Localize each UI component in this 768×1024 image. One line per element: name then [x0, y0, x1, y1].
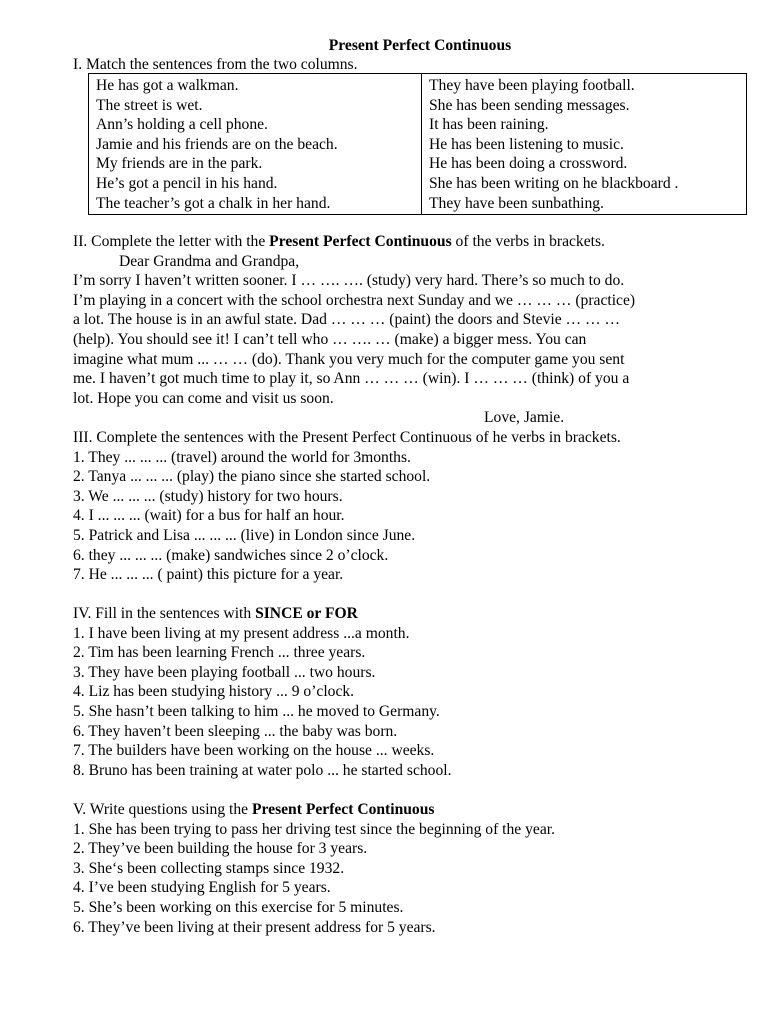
- letter-line: lot. Hope you can come and visit us soon.: [73, 389, 334, 407]
- heading-text: II. Complete the letter with the: [73, 233, 270, 250]
- right-sentence: She has been writing on he blackboard .: [429, 174, 679, 192]
- letter-line: a lot. The house is in an awful state. Dad … … … (paint) the doors and Stevie … … …: [73, 311, 621, 329]
- heading-text: IV. Fill in the sentences with: [73, 605, 256, 622]
- exercise-item: 6. they ... ... ... (make) sandwiches since 2 o’clock.: [73, 546, 389, 564]
- exercise-item: 5. She hasn’t been talking to him ... he moved to Germany.: [73, 702, 440, 720]
- exercise-item: 2. Tanya ... ... ... (play) the piano since she started school.: [73, 468, 431, 486]
- exercise-item: 4. I ... ... ... (wait) for a bus for half an hour.: [73, 507, 345, 525]
- exercise-item: 2. Tim has been learning French ... three years.: [73, 644, 366, 662]
- section-3-heading: III. Complete the sentences with the Present Perfect Continuous of he verbs in brackets.: [73, 429, 621, 446]
- letter-line: imagine what mum ... … … (do). Thank you very much for the computer game you sent: [73, 350, 625, 368]
- exercise-item: 6. They haven’t been sleeping ... the baby was born.: [73, 722, 398, 740]
- right-sentence: He has been listening to music.: [429, 135, 624, 153]
- exercise-item: 3. She‘s been collecting stamps since 1932.: [73, 859, 345, 877]
- exercise-item: 5. She’s been working on this exercise for 5 minutes.: [73, 898, 404, 916]
- exercise-item: 3. They have been playing football ... two hours.: [73, 663, 376, 681]
- section-2-heading: [73, 232, 745, 252]
- matching-table: [88, 73, 747, 215]
- left-sentence: My friends are in the park.: [96, 155, 263, 173]
- section-3: [73, 428, 745, 585]
- exercise-item: 4. Liz has been studying history ... 9 o’clock.: [73, 683, 355, 701]
- left-sentence: He has got a walkman.: [96, 77, 239, 94]
- section-5: [73, 800, 745, 937]
- right-sentence: It has been raining.: [429, 116, 549, 134]
- left-column: [89, 74, 422, 215]
- heading-bold-text: SINCE or FOR: [255, 605, 358, 622]
- exercise-item: 4. I’ve been studying English for 5 years.: [73, 879, 331, 897]
- heading-text: of the verbs in brackets.: [451, 233, 605, 250]
- letter-line: I’m sorry I haven’t written sooner. I … …. …. (study) very hard. There’s so much to do.: [73, 272, 625, 290]
- left-sentence: Ann’s holding a cell phone.: [96, 116, 268, 134]
- exercise-item: 6. They’ve been living at their present address for 5 years.: [73, 918, 436, 936]
- heading-text: V. Write questions using the: [73, 801, 252, 818]
- heading-bold-text: Present Perfect Continuous: [269, 233, 452, 250]
- letter-line: me. I haven’t got much time to play it, so Ann … … … (win). I … … … (think) of you a: [73, 370, 630, 388]
- right-sentence: They have been sunbathing.: [429, 194, 604, 212]
- exercise-item: 8. Bruno has been training at water polo ... he started school.: [73, 761, 452, 779]
- exercise-item: 1. They ... ... ... (travel) around the world for 3months.: [73, 448, 411, 466]
- exercise-item: 1. She has been trying to pass her driving test since the beginning of the year.: [73, 820, 555, 838]
- letter-line: I’m playing in a concert with the school orchestra next Sunday and we … … … (practice): [73, 291, 636, 309]
- section-4-heading: [73, 604, 745, 624]
- section-5-heading: [73, 800, 745, 820]
- exercise-item: 2. They’ve been building the house for 3 years.: [73, 840, 368, 858]
- section-2: [73, 232, 745, 428]
- section-4: [73, 604, 745, 780]
- page-title: Present Perfect Continuous: [328, 37, 512, 54]
- left-sentence: The teacher’s got a chalk in her hand.: [96, 194, 331, 212]
- exercise-item: 1. I have been living at my present address ...a month.: [73, 624, 410, 642]
- left-sentence: The street is wet.: [96, 96, 203, 114]
- exercise-item: 5. Patrick and Lisa ... ... ... (live) in London since June.: [73, 526, 416, 544]
- heading-bold-text: Present Perfect Continuous: [251, 801, 435, 818]
- letter-greeting: Dear Grandma and Grandpa,: [119, 252, 300, 270]
- exercise-item: 7. The builders have been working on the house ... weeks.: [73, 742, 435, 760]
- exercise-item: 3. We ... ... ... (study) history for two hours.: [73, 487, 343, 505]
- left-sentence: He’s got a pencil in his hand.: [96, 174, 278, 192]
- right-sentence: She has been sending messages.: [429, 96, 630, 114]
- right-sentence: He has been doing a crossword.: [429, 155, 628, 173]
- letter-line: (help). You should see it! I can’t tell who … …. … (make) a bigger mess. You can: [73, 330, 587, 348]
- right-column: [422, 74, 747, 215]
- section-1-heading: I. Match the sentences from the two columns.: [73, 56, 358, 73]
- exercise-item: 7. He ... ... ... ( paint) this picture for a year.: [73, 566, 344, 584]
- right-sentence: They have been playing football.: [429, 77, 635, 94]
- letter-signoff: Love, Jamie.: [484, 409, 565, 427]
- left-sentence: Jamie and his friends are on the beach.: [96, 135, 338, 153]
